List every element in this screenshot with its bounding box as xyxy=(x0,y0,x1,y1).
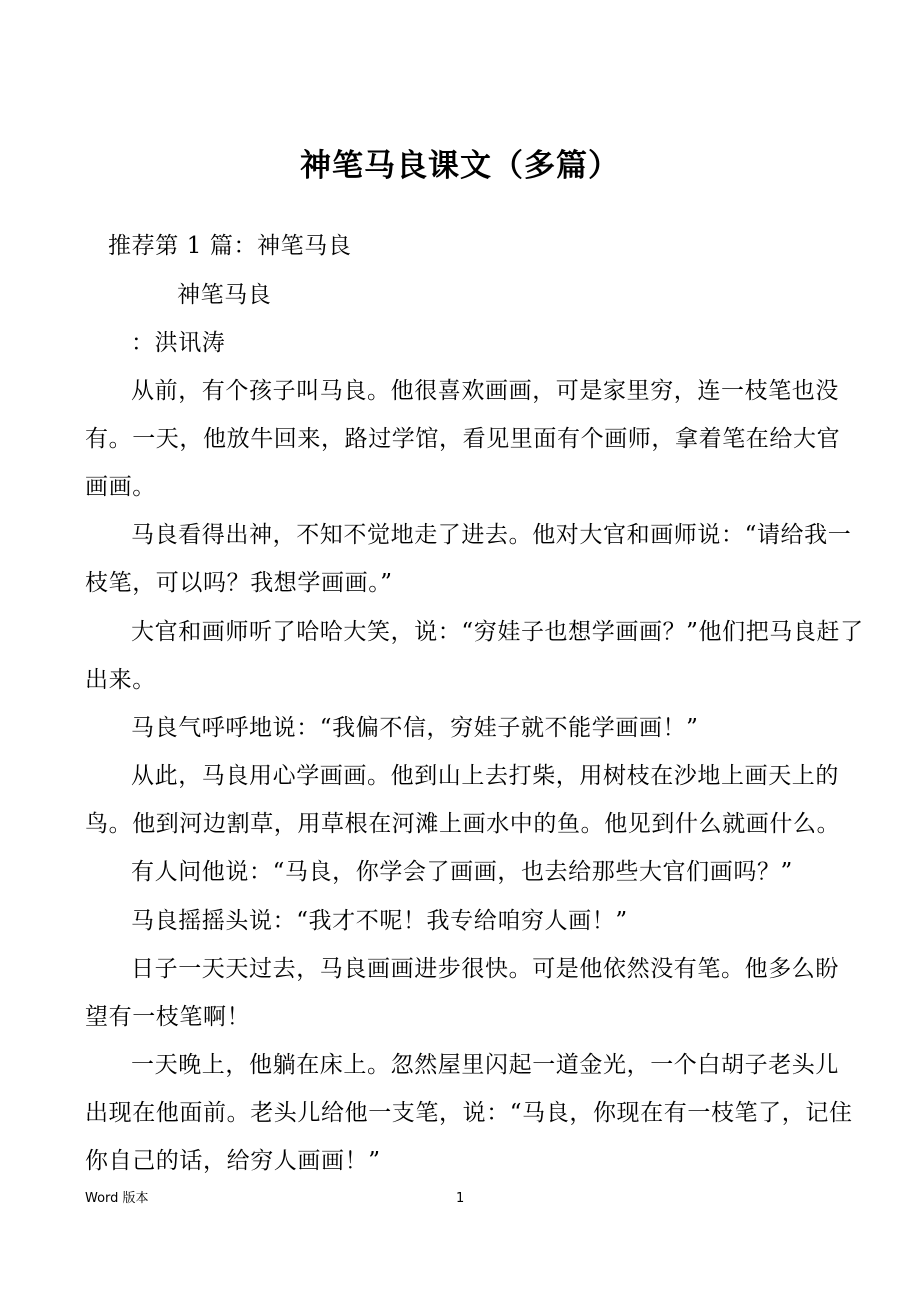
section-heading: 推荐第 1 篇：神笔马良 xyxy=(108,233,352,259)
story-title: 神笔马良 xyxy=(177,282,272,308)
footer-label: Word 版本 xyxy=(85,1191,149,1206)
text-line: 画画。 xyxy=(85,474,156,500)
text-line: 望有一枝笔啊！ xyxy=(85,1004,251,1030)
text-line: 日子一天天过去，马良画画进步很快。可是他依然没有笔。他多么盼 xyxy=(131,956,839,982)
text-line: 马良看得出神，不知不觉地走了进去。他对大官和画师说：“请给我一 xyxy=(131,522,852,548)
text-line: 从此，马良用心学画画。他到山上去打柴，用树枝在沙地上画天上的 xyxy=(131,763,839,789)
author-line: ：洪讯涛 xyxy=(131,330,226,356)
page-number: 1 xyxy=(456,1191,465,1206)
text-line: 有人问他说：“马良，你学会了画画，也去给那些大官们画吗？” xyxy=(131,859,793,885)
text-line: 大官和画师听了哈哈大笑，说：“穷娃子也想学画画？”他们把马良赶了 xyxy=(131,619,864,645)
text-line: 马良摇摇头说：“我才不呢！我专给咱穷人画！” xyxy=(131,908,628,934)
text-line: 有。一天，他放牛回来，路过学馆，看见里面有个画师，拿着笔在给大官 xyxy=(85,426,841,452)
text-line: 枝笔，可以吗？我想学画画。” xyxy=(85,570,393,596)
text-line: 出来。 xyxy=(85,667,156,693)
text-line: 鸟。他到河边割草，用草根在河滩上画水中的鱼。他见到什么就画什么。 xyxy=(85,811,841,837)
text-line: 你自己的话，给穷人画画！” xyxy=(85,1148,381,1174)
text-line: 从前，有个孩子叫马良。他很喜欢画画，可是家里穷，连一枝笔也没 xyxy=(131,378,839,404)
document-title: 神笔马良课文（多篇） xyxy=(300,148,620,184)
text-line: 出现在他面前。老头儿给他一支笔，说：“马良，你现在有一枝笔了，记住 xyxy=(85,1100,853,1126)
text-line: 马良气呼呼地说：“我偏不信，穷娃子就不能学画画！” xyxy=(131,715,699,741)
text-line: 一天晚上，他躺在床上。忽然屋里闪起一道金光，一个白胡子老头儿 xyxy=(131,1052,839,1078)
